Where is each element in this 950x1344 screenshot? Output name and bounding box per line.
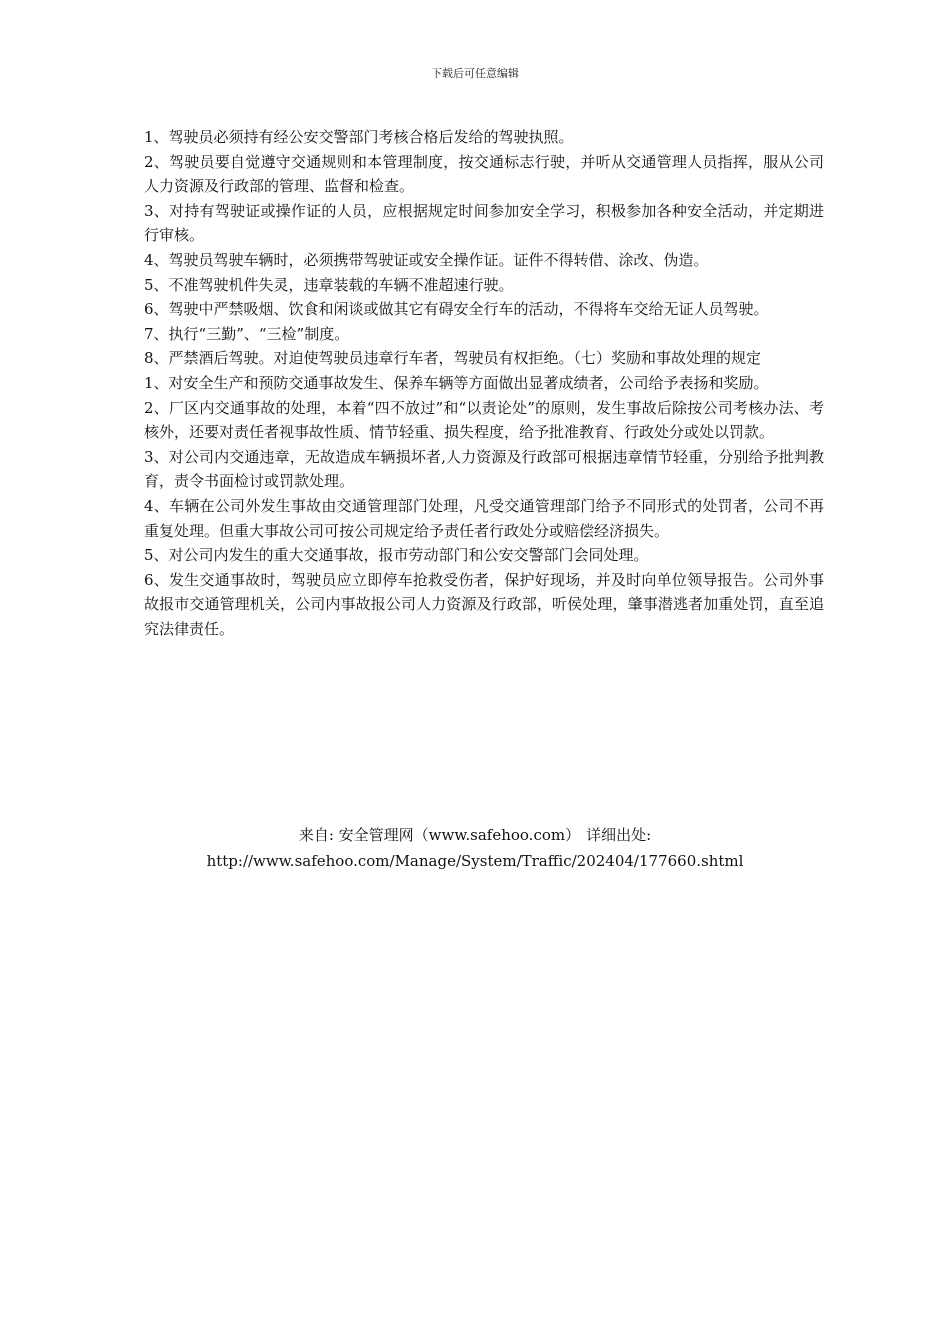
paragraph: 4、车辆在公司外发生事故由交通管理部门处理，凡受交通管理部门给予不同形式的处罚者，公司不再重复处理。但重大事故公司可按公司规定给予责任者行政处分或赔偿经济损失。 — [144, 496, 824, 540]
paragraph: 5、不准驾驶机件失灵，违章装载的车辆不准超速行驶。 — [144, 275, 514, 294]
paragraph: 8、严禁酒后驾驶。对迫使驾驶员违章行车者，驾驶员有权拒绝。（七）奖励和事故处理的规定 — [144, 349, 762, 368]
paragraph: 2、厂区内交通事故的处理，本着“四不放过”和“以责论处”的原则，发生事故后除按公司考核办法、考核外，还要对责任者视事故性质、情节轻重、损失程度，给予批准教育、行政处分或处以罚款。 — [144, 398, 824, 442]
paragraph: 3、对持有驾驶证或操作证的人员，应根据规定时间参加安全学习，积极参加各种安全活动，并定期进行审核。 — [144, 201, 824, 245]
source-prefix: 来自: 安全管理网（www.safehoo.com） — [298, 826, 581, 844]
paragraph: 5、对公司内发生的重大交通事故，报市劳动部门和公安交警部门会同处理。 — [144, 546, 649, 565]
paragraph: 2、驾驶员要自觉遵守交通规则和本管理制度，按交通标志行驶，并听从交通管理人员指挥，服从公司人力资源及行政部的管理、监督和检查。 — [144, 152, 824, 196]
source-attribution — [0, 822, 950, 874]
page-header: 下载后可任意编辑 — [431, 67, 519, 80]
paragraph: 4、驾驶员驾驶车辆时，必须携带驾驶证或安全操作证。证件不得转借、涂改、伪造。 — [144, 250, 709, 269]
paragraph: 6、发生交通事故时，驾驶员应立即停车抢救受伤者，保护好现场，并及时向单位领导报告。公司外事故报市交通管理机关，公司内事故报公司人力资源及行政部，听侯处理，肇事潜逃者加重处罚，直至追究法律责任。 — [144, 570, 824, 638]
source-line — [0, 822, 950, 848]
paragraph: 6、驾驶中严禁吸烟、饮食和闲谈或做其它有碍安全行车的活动，不得将车交给无证人员驾驶。 — [144, 300, 769, 319]
paragraph: 7、执行“三勤”、“三检”制度。 — [144, 324, 350, 343]
source-url-link[interactable]: http://www.safehoo.com/Manage/System/Traffic/202404/177660.shtml — [206, 852, 744, 870]
paragraph: 3、对公司内交通违章，无故造成车辆损坏者,人力资源及行政部可根据违章情节轻重，分别给予批判教育，责令书面检讨或罚款处理。 — [144, 447, 824, 491]
document-body — [144, 125, 824, 641]
source-detail-label: 详细出处: — [586, 826, 652, 844]
paragraph: 1、驾驶员必须持有经公安交警部门考核合格后发给的驾驶执照。 — [144, 128, 574, 146]
paragraph: 1、对安全生产和预防交通事故发生、保养车辆等方面做出显著成绩者，公司给予表扬和奖励。 — [144, 373, 769, 392]
